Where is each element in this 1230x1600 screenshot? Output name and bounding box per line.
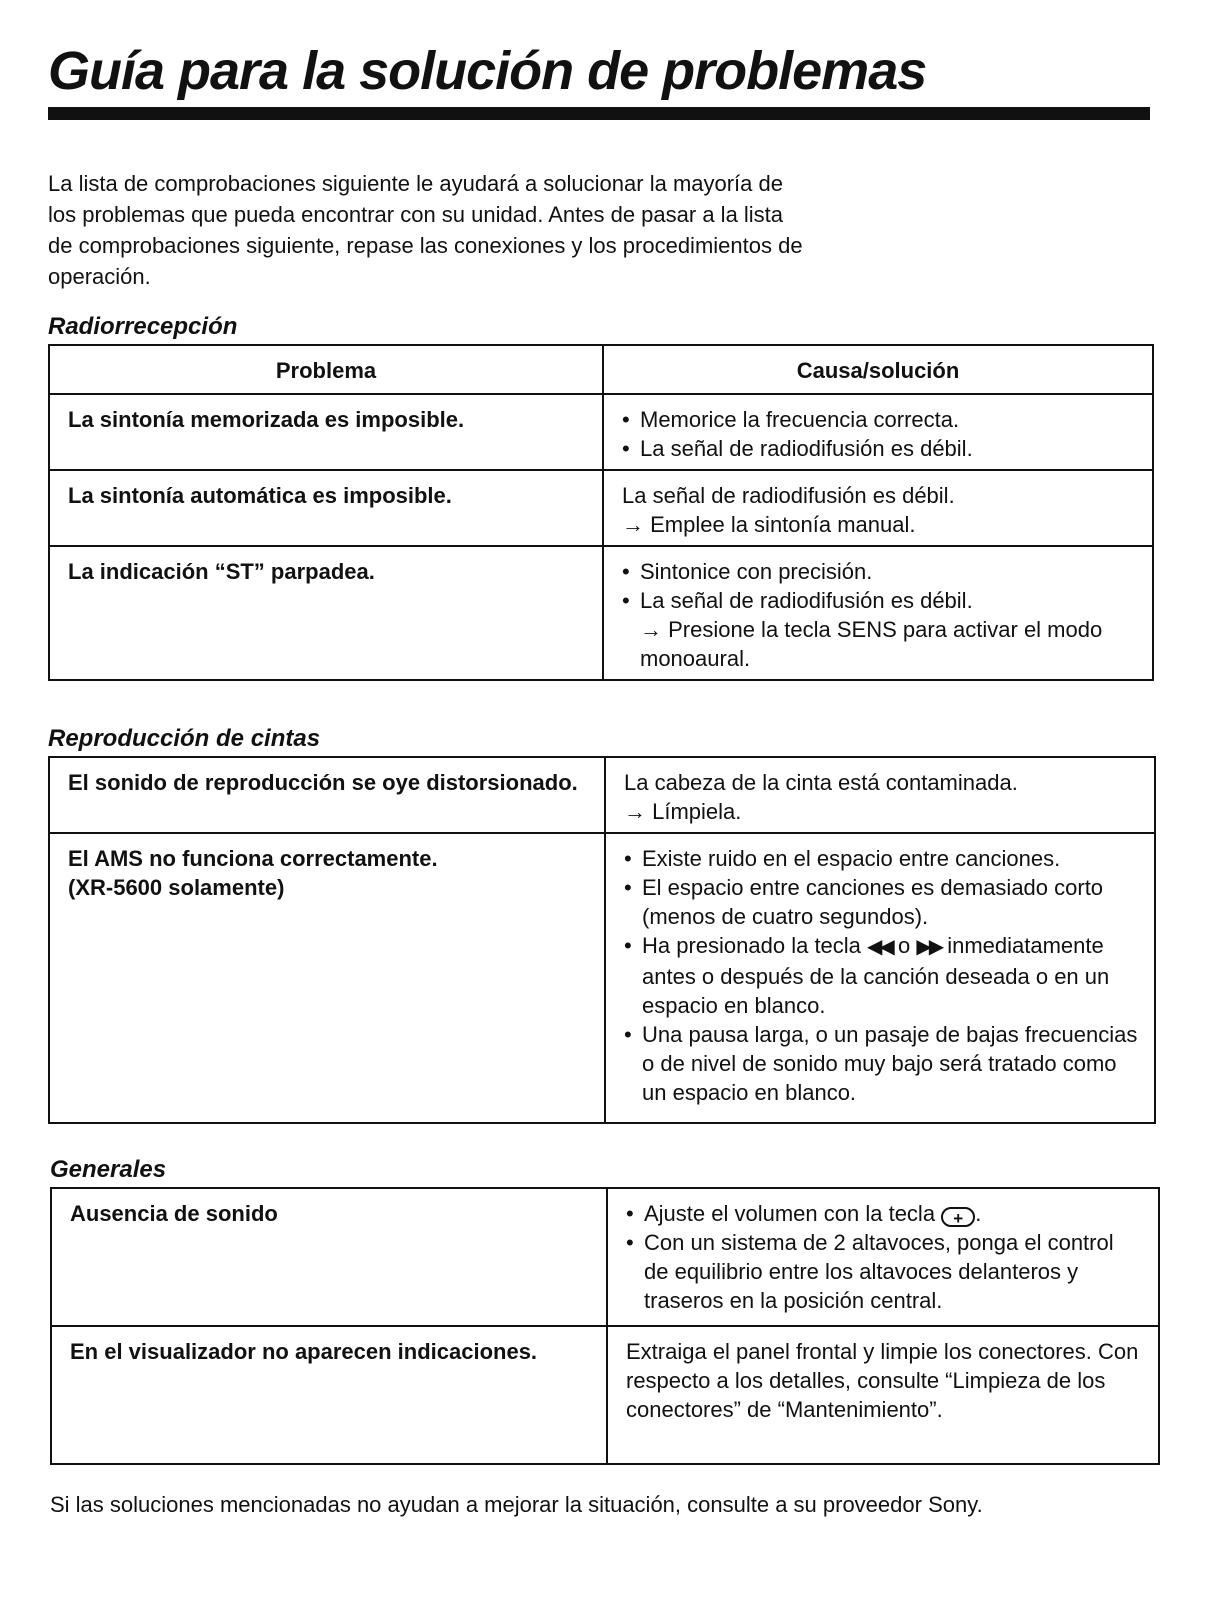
section-radio <box>48 312 1154 681</box>
problem-cell: La sintonía memorizada es imposible. <box>49 394 603 470</box>
solution-bullet <box>624 931 1138 1020</box>
section-tape <box>48 724 1156 1124</box>
solution-bullet: • Con un sistema de 2 altavoces, ponga el control de equilibrio entre los altavoces delanteros y traseros en la posición central. <box>626 1228 1142 1315</box>
solution-bullet: • Memorice la frecuencia correcta. <box>622 405 1136 434</box>
rewind-icon: ◀◀ <box>867 936 892 958</box>
footer-note: Si las soluciones mencionadas no ayudan a mejorar la situación, consulte a su proveedor Sony. <box>50 1492 983 1517</box>
problem-text: El AMS no funciona correctamente. <box>68 846 438 871</box>
table-row <box>51 1188 1159 1326</box>
solution-cell <box>603 470 1153 546</box>
table-row <box>49 833 1155 1123</box>
fast-forward-icon: ▶▶ <box>916 936 942 958</box>
section-heading-radio: Radiorrecepción <box>48 313 238 340</box>
title-underline <box>48 107 1150 120</box>
solution-bullet: • Sintonice con precisión. <box>622 557 1136 586</box>
solution-cell <box>607 1188 1159 1326</box>
solution-bullet <box>626 1199 1142 1228</box>
section-heading-tape: Reproducción de cintas <box>48 725 321 752</box>
tape-table <box>48 756 1156 1124</box>
intro-paragraph: La lista de comprobaciones siguiente le ayudará a solucionar la mayoría de los problemas que pueda encontrar con su unidad. Antes de pasar a la lista de comprobaciones siguiente, repase las conexiones y los procedimientos de operación. <box>48 171 803 290</box>
volume-plus-icon: + <box>941 1207 975 1227</box>
table-row <box>51 1326 1159 1464</box>
column-header-solution: Causa/solución <box>603 345 1153 394</box>
problem-cell: La indicación “ST” parpadea. <box>49 546 603 680</box>
solution-arrow-text: → Emplee la sintonía manual. <box>622 512 916 537</box>
general-table <box>50 1187 1160 1465</box>
solution-arrow-text: → Presione la tecla SENS para activar el modo monoaural. <box>640 617 1103 671</box>
solution-bullet: • Una pausa larga, o un pasaje de bajas frecuencias o de nivel de sonido muy bajo será tratado como un espacio en blanco. <box>624 1020 1138 1107</box>
solution-bullet: • La señal de radiodifusión es débil. <box>622 586 1136 615</box>
problem-cell <box>49 833 605 1123</box>
solution-text: La señal de radiodifusión es débil. <box>622 483 955 508</box>
problem-cell: El sonido de reproducción se oye distorsionado. <box>49 757 605 833</box>
section-general <box>50 1155 1160 1465</box>
problem-cell: En el visualizador no aparecen indicaciones. <box>51 1326 607 1464</box>
solution-cell <box>603 394 1153 470</box>
bullet-text: Ajuste el volumen con la tecla <box>644 1201 936 1226</box>
solution-arrow-text: → Límpiela. <box>624 799 742 824</box>
solution-bullet: • El espacio entre canciones es demasiado corto (menos de cuatro segundos). <box>624 873 1138 931</box>
table-row <box>49 470 1153 546</box>
solution-text: La cabeza de la cinta está contaminada. <box>624 770 1018 795</box>
solution-cell: Extraiga el panel frontal y limpie los conectores. Con respecto a los detalles, consulte “Limpieza de los conectores” de “Mantenimiento”. <box>607 1326 1159 1464</box>
page-title: Guía para la solución de problemas <box>48 41 927 101</box>
document-page <box>48 0 1160 1517</box>
solution-bullet: • La señal de radiodifusión es débil. <box>622 434 1136 463</box>
solution-bullet: • Existe ruido en el espacio entre canciones. <box>624 844 1138 873</box>
solution-cell <box>605 833 1155 1123</box>
solution-cell <box>605 757 1155 833</box>
table-header-row <box>49 345 1153 394</box>
table-row <box>49 757 1155 833</box>
table-row <box>49 546 1153 680</box>
bullet-text: . <box>975 1201 982 1226</box>
solution-cell <box>603 546 1153 680</box>
section-heading-general: Generales <box>50 1156 167 1183</box>
bullet-text: Ha presionado la tecla <box>642 933 861 958</box>
bullet-text: o <box>897 933 911 958</box>
problem-cell: La sintonía automática es imposible. <box>49 470 603 546</box>
bullet-text: inmediatamente antes o después de la canción deseada o en un espacio en blanco. <box>642 933 1110 1018</box>
problem-note: (XR-5600 solamente) <box>68 875 285 900</box>
table-row <box>49 394 1153 470</box>
radio-table <box>48 344 1154 681</box>
problem-cell: Ausencia de sonido <box>51 1188 607 1326</box>
column-header-problem: Problema <box>49 345 603 394</box>
